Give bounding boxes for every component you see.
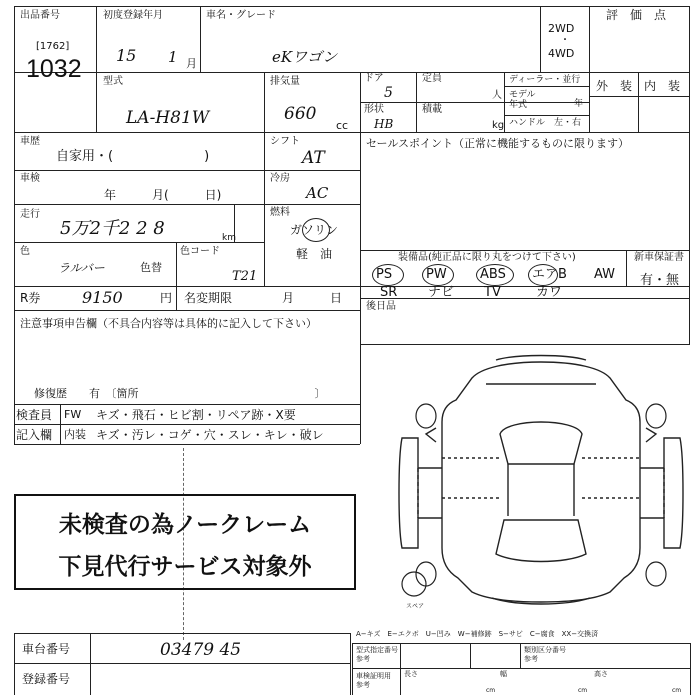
mileage-unit: km (222, 233, 236, 243)
vehicle-cert-label: 車検証明用 参考 (356, 672, 391, 689)
month-suffix: 月 (186, 57, 197, 70)
equip-airbag: エアB (532, 267, 567, 282)
length-label: 長さ (404, 670, 418, 678)
equip-ps-circle (372, 264, 404, 286)
spare-label: スペア (406, 603, 425, 610)
fuel-circle-mark (302, 218, 330, 242)
lot-number: 1032 (26, 55, 82, 83)
equip-leather: カワ (536, 285, 563, 300)
lot-number-label: 出品番号 (20, 10, 60, 21)
mileage-value: 5万2千2 2 8 (60, 218, 165, 239)
equip-sr: SR (380, 285, 398, 300)
model-label: 型式 (103, 76, 123, 87)
aircon-label: 冷房 (270, 173, 290, 184)
notes-label: 注意事項申告欄（不具合内容等は具体的に記入して下さい） (20, 317, 317, 330)
first-registration-year: 15 (116, 46, 137, 65)
equip-pw-circle (422, 264, 454, 286)
width-unit: cm (578, 687, 588, 694)
fuel-gasoline: ガソリン (290, 223, 339, 237)
shape-label: 形状 (364, 104, 384, 115)
notice-line-1: 未検査の為ノークレーム (58, 512, 312, 538)
damage-legend: A−キズ E−エクボ U−凹み W−補修跡 S−サビ C−腐食 XX−交換済 (356, 630, 599, 638)
fw-text: キズ・飛石・ヒビ割・リペア跡・X要 (96, 408, 296, 422)
interior-label: 内 装 (644, 79, 681, 93)
recycle-label: R券 (20, 291, 41, 305)
equip-abs-circle (476, 264, 514, 286)
repair-history: 修復歴 有 〔箇所 〕 (34, 387, 326, 400)
car-damage-diagram (396, 348, 686, 610)
name-change-value: 月 日 (282, 291, 343, 305)
notice-line-2: 下見代行サービス対象外 (58, 554, 312, 580)
height-label: 高さ (594, 670, 608, 678)
load-unit: kg (492, 120, 505, 131)
color-value: ラルバー (58, 261, 105, 275)
shift-label: シフト (270, 136, 300, 147)
displacement-unit: cc (336, 119, 349, 132)
model-value: LA-H81W (126, 108, 210, 128)
drive-2wd: 2WD (548, 22, 575, 35)
inspection-value: 年 月( 日) (104, 188, 222, 202)
width-label: 幅 (500, 670, 507, 678)
recycle-unit: 円 (160, 291, 173, 305)
fw-label: FW (64, 408, 82, 421)
equip-navi: ナビ (428, 285, 455, 300)
shape-value: HB (374, 117, 394, 131)
equip-pw: PW (426, 267, 447, 282)
equip-aw: AW (594, 267, 616, 282)
history-value: 自家用・( ) (56, 149, 210, 164)
equipment-label: 装備品(純正品に限り丸をつけて下さい) (398, 252, 576, 263)
displacement-label: 排気量 (270, 76, 300, 87)
int-text: キズ・汚レ・コゲ・穴・スレ・キレ・破レ (96, 428, 324, 442)
inspector-label: 検査員 (16, 408, 53, 422)
year-suffix: 年 (574, 99, 584, 109)
equip-ps: PS (376, 267, 393, 282)
after-date-label: 後日品 (366, 301, 396, 312)
color-code-value: T21 (232, 269, 258, 284)
chassis-label: 車台番号 (22, 642, 71, 656)
fuel-diesel: 軽 油 (296, 247, 333, 261)
recycle-value: 9150 (82, 288, 123, 307)
warranty-label: 新車保証書 (634, 252, 684, 263)
handle-label: ハンドル 左・右 (509, 118, 582, 128)
first-registration-label: 初度登録年月 (103, 10, 163, 21)
color-code-label: 色コード (180, 246, 220, 257)
car-name-label: 車名・グレード (206, 10, 276, 21)
load-label: 積載 (422, 104, 442, 115)
inspection-label: 車検 (20, 173, 40, 184)
equip-tv: TV (484, 285, 501, 300)
first-registration-month: 1 (168, 48, 178, 66)
shift-value: AT (302, 148, 325, 168)
warranty-value: 有・無 (640, 273, 680, 288)
equip-airbag-circle (528, 264, 558, 286)
int-label: 内装 (64, 428, 86, 441)
displacement-value: 660 (284, 104, 317, 124)
color-label: 色 (20, 246, 30, 257)
dealer-label: ディーラー・並行 (509, 75, 581, 85)
name-change-label: 名変期限 (184, 291, 233, 305)
exterior-label: 外 装 (596, 79, 633, 93)
door-value: 5 (384, 85, 393, 101)
drive-4wd: 4WD (548, 47, 575, 60)
mileage-label: 走行 (20, 209, 40, 220)
sales-point-label: セールスポイント（正常に機能するものに限ります） (366, 137, 630, 150)
history-label: 車歴 (20, 136, 40, 147)
fuel-label: 燃料 (270, 207, 290, 218)
notice-box (14, 494, 356, 590)
chassis-value: 03479 45 (160, 640, 242, 660)
capacity-unit: 人 (492, 90, 502, 101)
aircon-value: AC (306, 184, 329, 202)
equip-abs: ABS (480, 267, 506, 282)
model-cert-label: 型式指定番号 参考 (356, 646, 398, 663)
capacity-label: 定員 (422, 73, 442, 84)
entry-label: 記入欄 (16, 428, 53, 442)
drive-separator: ・ (560, 35, 570, 46)
class-label: 類別区分番号 参考 (524, 646, 566, 663)
rating-label: 評 価 点 (606, 8, 667, 22)
car-name-value: eKワゴン (272, 48, 338, 66)
height-unit: cm (672, 687, 682, 694)
color-change-label: 色替 (140, 261, 162, 274)
model-year-label: モデル 年式 (509, 90, 536, 110)
registration-label: 登録番号 (22, 672, 71, 686)
lot-code: [1762] (36, 41, 70, 52)
door-label: ドア (364, 73, 384, 84)
length-unit: cm (486, 687, 496, 694)
